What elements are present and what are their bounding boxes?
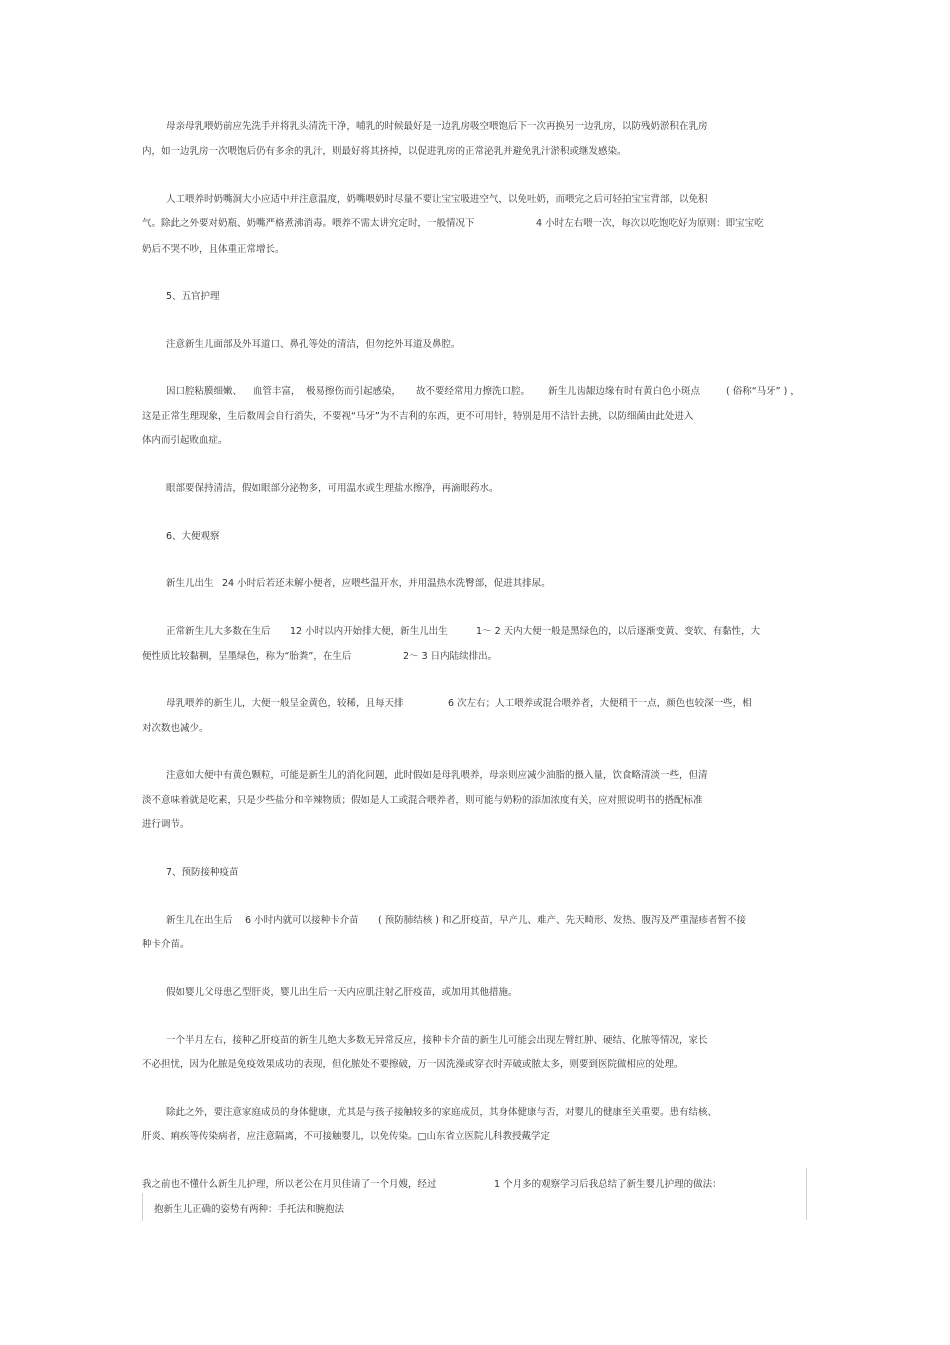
paragraph-stool-normal-line: 正常新生儿大多数在生后 <box>166 626 271 637</box>
paragraph-ear-nose: 注意新生儿面部及外耳道口、鼻孔等处的清洁，但勿挖外耳道及鼻腔。 <box>166 339 461 350</box>
paragraph-stool-breastfed-line: 对次数也减少。 <box>142 723 209 734</box>
paragraph-artificial-feeding-line: 4 小时左右喂一次，每次以吃饱吃好为原则：即宝宝吃 <box>536 218 764 229</box>
paragraph-stool-normal-line: 2～ 3 日内陆续排出。 <box>403 651 498 662</box>
paragraph-mouth-line: 新生儿齿龈边缘有时有黄白色小斑点 <box>548 386 701 397</box>
note-box-line: 我之前也不懂什么新生儿护理，所以老公在月贝佳请了一个月嫂，经过 <box>142 1179 437 1190</box>
paragraph-bcg-line: 种卡介苗。 <box>142 939 190 950</box>
section-heading: 6、大便观察 <box>166 531 220 542</box>
paragraph-bcg-line: ( 预防肺结核 ) 和乙肝疫苗，早产儿、难产、先天畸形、发热、腹泻及严重湿疹者暂不接 <box>378 915 746 926</box>
paragraph-mouth-line: 体内而引起败血症。 <box>142 435 228 446</box>
paragraph-bcg-line: 6 小时内就可以接种卡介苗 <box>245 915 359 926</box>
paragraph-hepb: 假如婴儿父母患乙型肝炎，婴儿出生后一天内应肌注射乙肝疫苗，或加用其他措施。 <box>166 987 518 998</box>
paragraph-stool-yellow-line: 进行调节。 <box>142 819 190 830</box>
note-box-line: 抱新生儿正确的姿势有两种：手托法和腕抱法 <box>154 1204 345 1215</box>
paragraph-stool-normal-line: 1～ 2 天内大便一般是黑绿色的，以后逐渐变黄、变软、有黏性，大 <box>476 626 761 637</box>
paragraph-mouth-line: 极易擦伤而引起感染， <box>306 386 402 397</box>
note-box-left-border <box>142 1193 143 1221</box>
paragraph-stool-normal-line: 12 小时以内开始排大便，新生儿出生 <box>290 626 448 637</box>
section-heading: 7、预防接种疫苗 <box>166 867 239 878</box>
note-box-line: 1 个月多的观察学习后我总结了新生婴儿护理的做法： <box>494 1179 722 1190</box>
paragraph-mouth-line: 血管丰富， <box>253 386 301 397</box>
paragraph-urine-line: 24 小时后若还未解小便者，应喂些温开水，并用温热水洗臀部，促进其排尿。 <box>222 578 551 589</box>
paragraph-reaction-line: 不必担忧，因为化脓是免疫效果成功的表现，但化脓处不要擦破，万一因洗澡或穿衣时弄破或脓太多，则要到医院做相应的处理。 <box>142 1059 684 1070</box>
paragraph-stool-yellow-line: 注意如大便中有黄色颗粒，可能是新生儿的消化问题，此时假如是母乳喂养，母亲则应减少油脂的摄入量，饮食略清淡一些，但清 <box>166 770 708 781</box>
paragraph-stool-normal-line: 便性质比较黏稠，呈墨绿色，称为“胎粪”，在生后 <box>142 651 352 662</box>
paragraph-mouth-line: 故不要经常用力擦洗口腔。 <box>416 386 531 397</box>
paragraph-stool-breastfed-line: 6 次左右；人工喂养或混合喂养者，大便稍干一点，颜色也较深一些，相 <box>448 698 752 709</box>
paragraph-artificial-feeding-line: 人工喂养时奶嘴洞大小应适中并注意温度，奶嘴喂奶时尽量不要让宝宝吸进空气，以免吐奶，而喂完之后可轻拍宝宝背部，以免积 <box>166 194 708 205</box>
paragraph-artificial-feeding-line: 奶后不哭不吵，且体重正常增长。 <box>142 244 285 255</box>
paragraph-reaction-line: 一个半月左右，接种乙肝疫苗的新生儿绝大多数无异常反应，接种卡介苗的新生儿可能会出现左臂红肿、硬结、化脓等情况，家长 <box>166 1035 708 1046</box>
paragraph-breastfeeding-line: 内，如一边乳房一次喂饱后仍有多余的乳汁，则最好将其挤掉，以促进乳房的正常泌乳并避免乳汁淤积或继发感染。 <box>142 146 627 157</box>
section-heading: 5、五官护理 <box>166 291 220 302</box>
paragraph-bcg-line: 新生儿在出生后 <box>166 915 233 926</box>
paragraph-stool-breastfed-line: 母乳喂养的新生儿，大便一般呈金黄色，较稀，且每天排 <box>166 698 404 709</box>
paragraph-artificial-feeding-line: 气。除此之外要对奶瓶、奶嘴严格煮沸消毒。喂养不需太讲究定时，一般情况下 <box>142 218 475 229</box>
paragraph-family-line: 除此之外，要注意家庭成员的身体健康，尤其是与孩子接触较多的家庭成员，其身体健康与否，对婴儿的健康至关重要。患有结核、 <box>166 1107 718 1118</box>
paragraph-mouth-line: 因口腔粘膜细嫩、 <box>166 386 243 397</box>
paragraph-breastfeeding-line: 母亲母乳喂奶前应先洗手并将乳头清洗干净，哺乳的时候最好是一边乳房吸空喂饱后下一次再换另一边乳房，以防残奶淤积在乳房 <box>166 121 708 132</box>
paragraph-mouth-line: 这是正常生理现象，生后数周会自行消失，不要视“马牙”为不吉利的东西，更不可用针，特别是用不洁针去挑，以防细菌由此处进入 <box>142 411 694 422</box>
paragraph-mouth-line: ( 俗称“马牙” ) ， <box>726 386 800 397</box>
paragraph-stool-yellow-line: 淡不意味着就是吃素，只是少些盐分和辛辣物质；假如是人工或混合喂养者，则可能与奶粉的添加浓度有关，应对照说明书的搭配标准 <box>142 795 703 806</box>
paragraph-family-line: 肝炎、痢疾等传染病者，应注意隔离，不可接触婴儿，以免传染。□山东省立医院儿科教授戴学定 <box>142 1131 550 1142</box>
paragraph-eyes: 眼部要保持清洁，假如眼部分泌物多，可用温水或生理盐水擦净，再滴眼药水。 <box>166 483 499 494</box>
paragraph-urine-line: 新生儿出生 <box>166 578 214 589</box>
